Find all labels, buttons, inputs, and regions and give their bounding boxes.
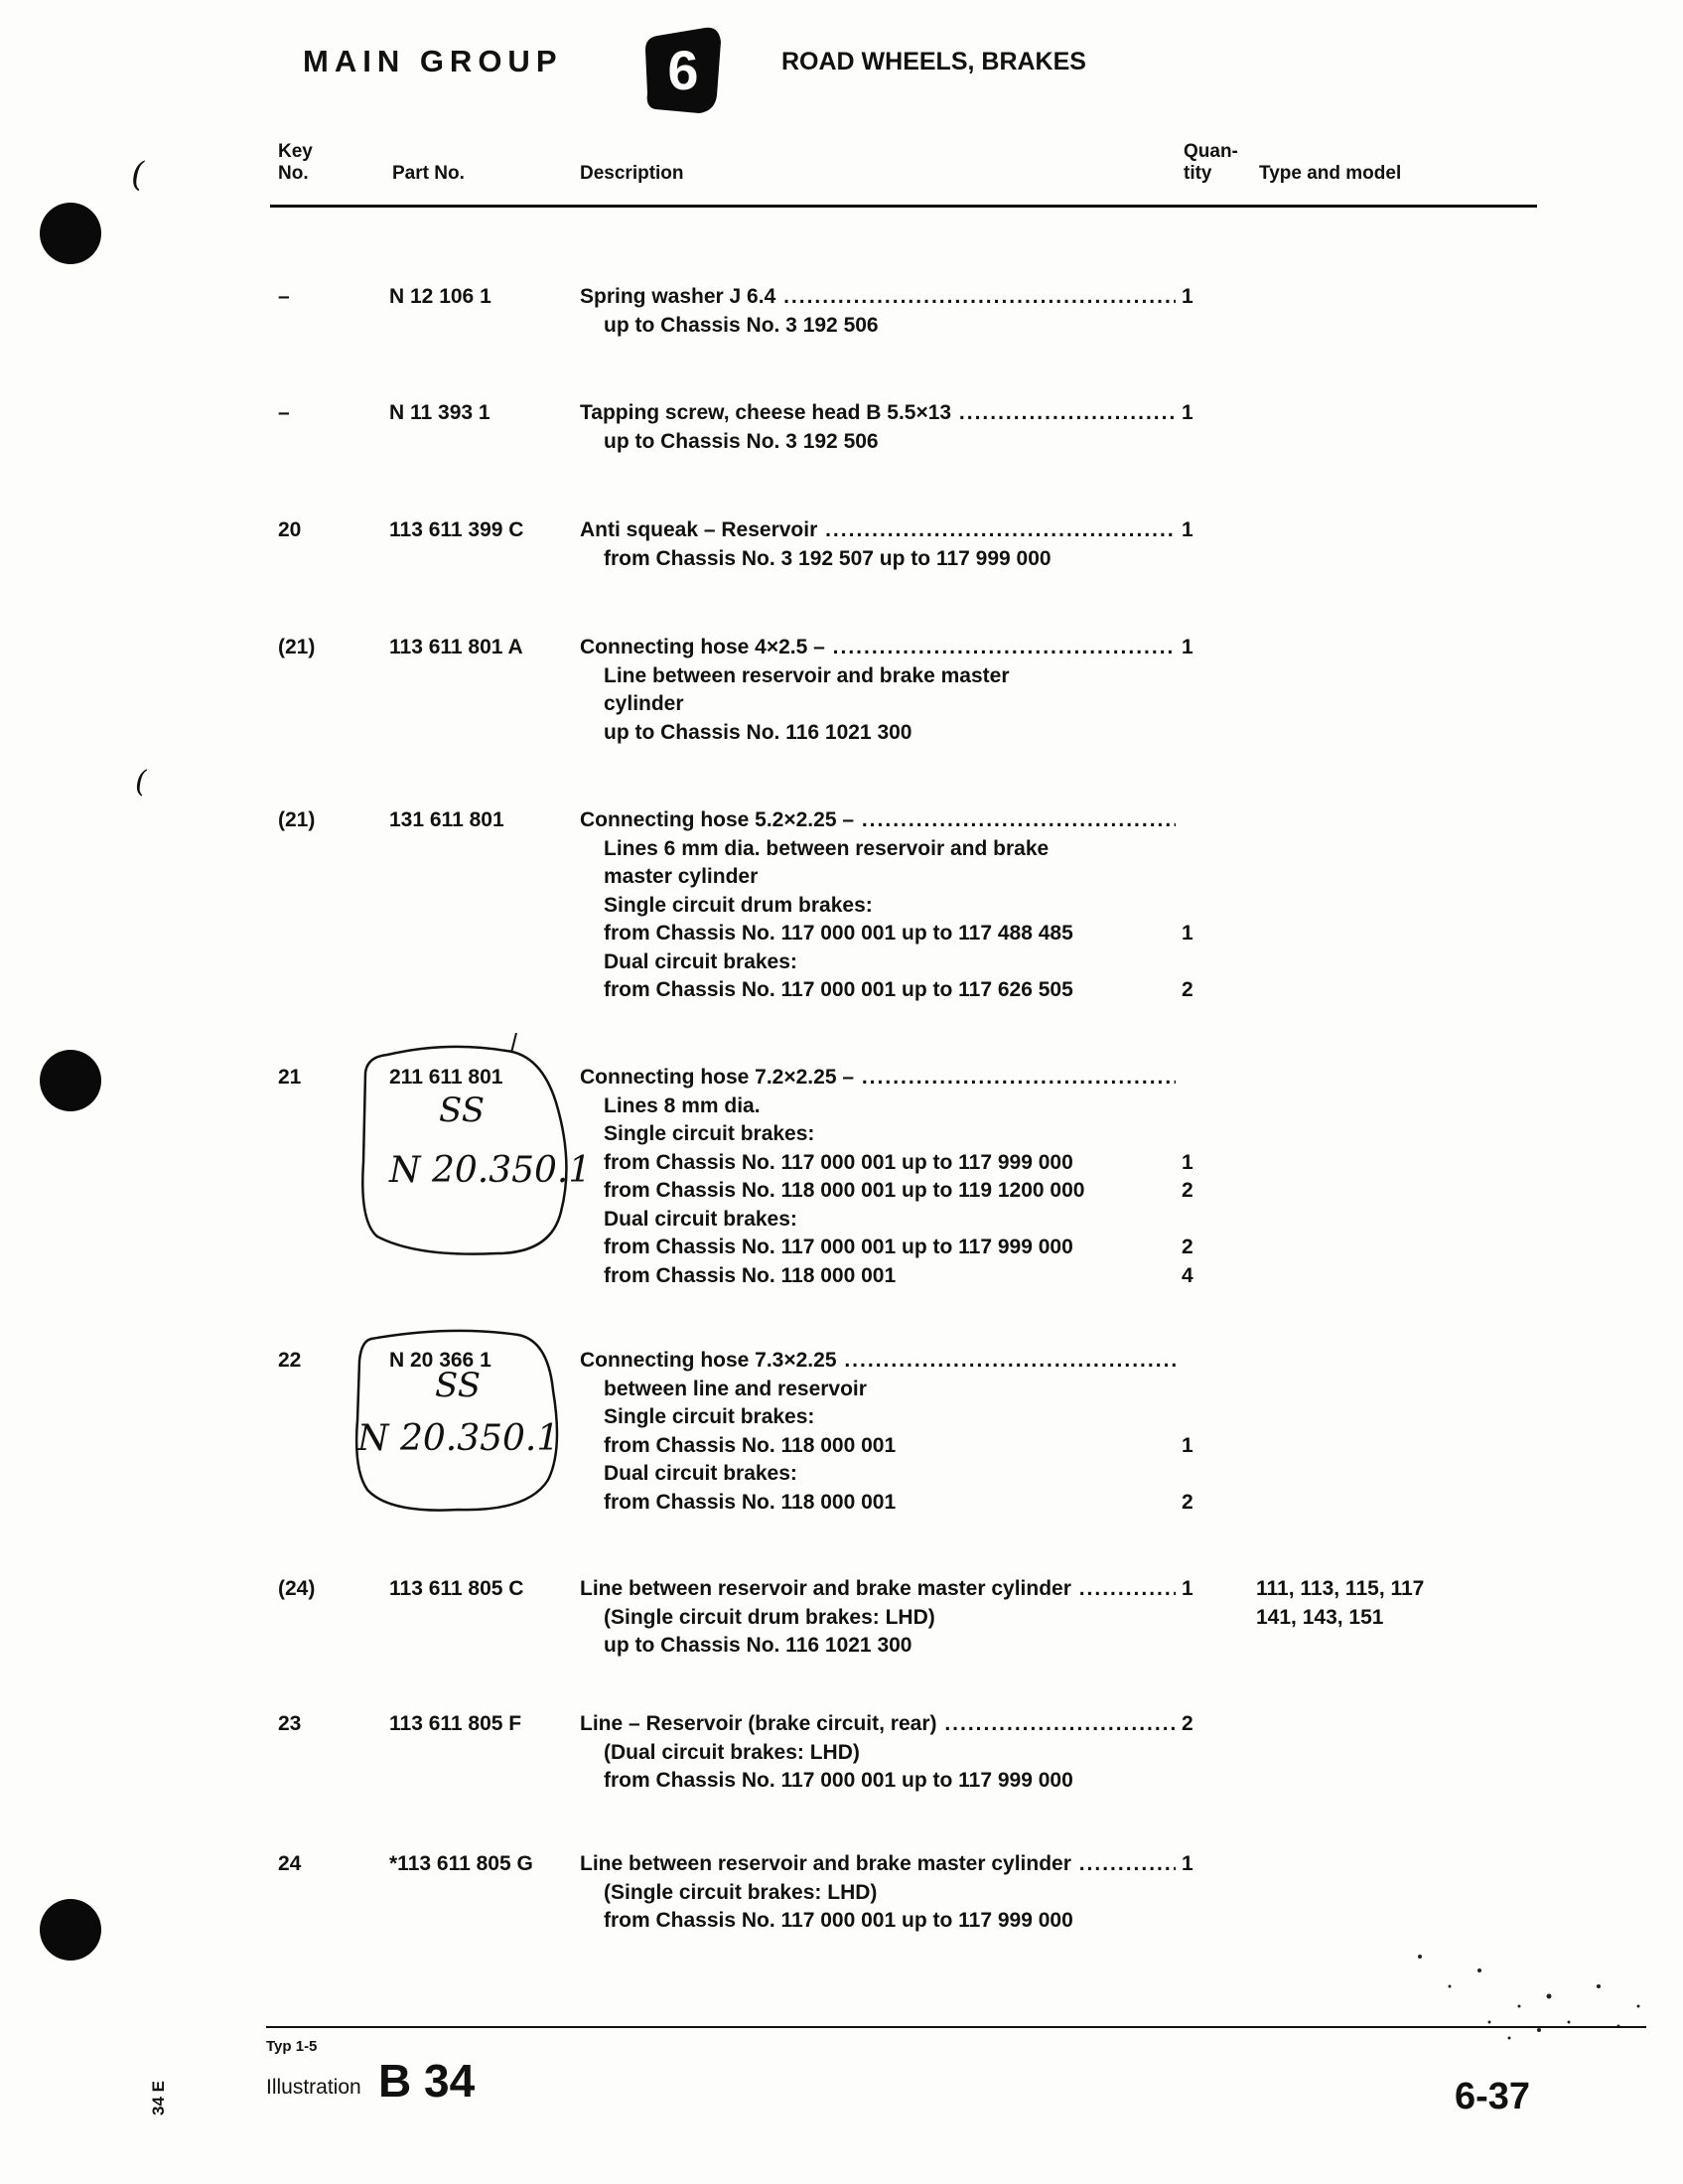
description-detail: from Chassis No. 117 000 001 up to 117 488 485 bbox=[604, 922, 1073, 945]
quantity: 2 bbox=[1182, 1236, 1193, 1258]
description-title: Connecting hose 7.2×2.25 – ..... bbox=[580, 1064, 1176, 1092]
part-number: 131 611 801 bbox=[389, 808, 504, 831]
description-detail: up to Chassis No. 3 192 506 bbox=[604, 313, 879, 337]
description-detail: (Single circuit drum brakes: LHD) bbox=[604, 1605, 935, 1629]
quantity: 1 bbox=[1182, 1150, 1193, 1174]
col-description: Description bbox=[580, 163, 684, 184]
col-key-no-line2: No. bbox=[278, 163, 309, 184]
description bbox=[580, 516, 1176, 573]
main-group-label: MAIN GROUP bbox=[303, 44, 563, 78]
key-number: 24 bbox=[278, 1852, 302, 1875]
footer-divider bbox=[266, 2026, 1646, 2028]
quantity: 1 bbox=[1182, 518, 1193, 541]
group-number-badge bbox=[643, 26, 723, 115]
description-title: Tapping screw, cheese head B 5.5×13 ..... bbox=[580, 399, 1176, 428]
part-number: 113 611 801 A bbox=[389, 636, 523, 658]
group-number: 6 bbox=[667, 39, 699, 101]
description-title: Connecting hose 7.3×2.25 ..... bbox=[580, 1347, 1176, 1376]
page-number: 6-37 bbox=[1455, 2076, 1531, 2117]
quantity: 2 bbox=[1182, 1179, 1193, 1202]
handwritten-note-row-22-line2: N 20.350.1 bbox=[357, 1418, 560, 1459]
description-detail: Single circuit brakes: bbox=[604, 1122, 815, 1145]
description bbox=[580, 806, 1176, 1005]
description-detail: (Dual circuit brakes: LHD) bbox=[604, 1740, 860, 1764]
col-part-no: Part No. bbox=[392, 163, 465, 184]
key-number: – bbox=[278, 401, 290, 424]
description-detail: from Chassis No. 118 000 001 bbox=[604, 1263, 897, 1287]
part-number: N 11 393 1 bbox=[389, 401, 491, 424]
quantity: 2 bbox=[1182, 1490, 1193, 1514]
description-title: Anti squeak – Reservoir ..... bbox=[580, 516, 1176, 545]
key-number: (21) bbox=[278, 636, 316, 658]
description-detail: up to Chassis No. 116 1021 300 bbox=[604, 720, 912, 744]
description-detail: cylinder bbox=[604, 692, 684, 715]
description-detail: Dual circuit brakes: bbox=[604, 1207, 797, 1231]
binder-hole bbox=[40, 1050, 101, 1111]
description-detail: from Chassis No. 3 192 507 up to 117 999 000 bbox=[604, 546, 1052, 570]
part-number: 113 611 805 C bbox=[389, 1577, 524, 1600]
scan-noise bbox=[1390, 1927, 1658, 2056]
description-detail: from Chassis No. 117 000 001 up to 117 999 000 bbox=[604, 1769, 1073, 1792]
key-number: 23 bbox=[278, 1712, 302, 1735]
key-number: 21 bbox=[278, 1066, 302, 1089]
margin-mark: ( bbox=[131, 155, 145, 195]
quantity: 1 bbox=[1182, 285, 1193, 308]
description bbox=[580, 1064, 1176, 1290]
part-number: *113 611 805 G bbox=[389, 1852, 533, 1875]
header-divider bbox=[270, 205, 1537, 208]
quantity: 2 bbox=[1182, 978, 1193, 1001]
description bbox=[580, 1850, 1176, 1936]
description-detail: master cylinder bbox=[604, 865, 759, 888]
description-detail: Lines 8 mm dia. bbox=[604, 1093, 761, 1117]
quantity: 1 bbox=[1182, 1433, 1193, 1457]
description-detail: from Chassis No. 117 000 001 up to 117 999 000 bbox=[604, 1909, 1073, 1932]
description-title: Connecting hose 4×2.5 – ..... bbox=[580, 634, 1176, 662]
description-detail: from Chassis No. 117 000 001 up to 117 626 505 bbox=[604, 978, 1073, 1001]
description bbox=[580, 1710, 1176, 1796]
key-number: 22 bbox=[278, 1349, 302, 1372]
description-detail: from Chassis No. 118 000 001 up to 119 1200 000 bbox=[604, 1179, 1085, 1202]
handwritten-note-row-22-line1: SS bbox=[435, 1366, 481, 1405]
footer-typ: Typ 1-5 bbox=[266, 2038, 318, 2055]
illustration-label: Illustration bbox=[266, 2076, 361, 2099]
description bbox=[580, 634, 1176, 747]
binder-hole bbox=[40, 1899, 101, 1961]
type-model: 141, 143, 151 bbox=[1256, 1605, 1384, 1629]
description-title: Line between reservoir and brake master cylinder ..... bbox=[580, 1850, 1176, 1879]
description-detail: from Chassis No. 117 000 001 up to 117 999 000 bbox=[604, 1236, 1073, 1258]
part-number: 113 611 399 C bbox=[389, 518, 524, 541]
part-number: 211 611 801 bbox=[389, 1066, 503, 1089]
description-detail: from Chassis No. 118 000 001 bbox=[604, 1433, 897, 1457]
col-key-no bbox=[278, 141, 313, 185]
description-title: Connecting hose 5.2×2.25 – ..... bbox=[580, 806, 1176, 835]
description-detail: Single circuit drum brakes: bbox=[604, 893, 873, 917]
quantity: 1 bbox=[1182, 1577, 1193, 1600]
description-detail: Dual circuit brakes: bbox=[604, 1462, 797, 1485]
binder-hole bbox=[40, 203, 101, 264]
description-detail: from Chassis No. 117 000 001 up to 117 999 000 bbox=[604, 1150, 1073, 1174]
col-quantity-line1: Quan- bbox=[1184, 141, 1238, 162]
description bbox=[580, 1575, 1176, 1661]
quantity: 1 bbox=[1182, 636, 1193, 658]
col-type-model: Type and model bbox=[1259, 163, 1402, 184]
quantity: 1 bbox=[1182, 922, 1193, 945]
key-number: (24) bbox=[278, 1577, 316, 1600]
description-detail: Line between reservoir and brake master bbox=[604, 663, 1010, 687]
description-detail: Single circuit brakes: bbox=[604, 1405, 815, 1428]
margin-mark: ( bbox=[135, 765, 147, 800]
description bbox=[580, 1347, 1176, 1517]
handwritten-circle-row-21 bbox=[357, 1033, 576, 1261]
description-detail: between line and reservoir bbox=[604, 1377, 867, 1400]
description-detail: Lines 6 mm dia. between reservoir and brake bbox=[604, 836, 1050, 860]
side-code: 34 E bbox=[149, 2081, 168, 2115]
quantity: 1 bbox=[1182, 401, 1193, 424]
description bbox=[580, 283, 1176, 340]
part-number: 113 611 805 F bbox=[389, 1712, 522, 1735]
handwritten-note-row-21-line1: SS bbox=[439, 1091, 485, 1130]
col-quantity-line2: tity bbox=[1184, 163, 1212, 184]
description-title: Spring washer J 6.4 ..... bbox=[580, 283, 1176, 312]
key-number: 20 bbox=[278, 518, 302, 541]
key-number: (21) bbox=[278, 808, 316, 831]
quantity: 4 bbox=[1182, 1263, 1193, 1287]
description-detail: from Chassis No. 118 000 001 bbox=[604, 1490, 897, 1514]
description-detail: up to Chassis No. 3 192 506 bbox=[604, 429, 879, 453]
type-model: 111, 113, 115, 117 bbox=[1256, 1577, 1425, 1600]
illustration-code: B 34 bbox=[378, 2055, 476, 2107]
group-title: ROAD WHEELS, BRAKES bbox=[781, 48, 1086, 75]
description-detail: (Single circuit brakes: LHD) bbox=[604, 1880, 878, 1904]
description-title: Line – Reservoir (brake circuit, rear) ..... bbox=[580, 1710, 1176, 1739]
part-number: N 12 106 1 bbox=[389, 285, 491, 308]
col-key-no-line1: Key bbox=[278, 141, 313, 162]
part-number: N 20 366 1 bbox=[389, 1349, 491, 1372]
description-detail: Dual circuit brakes: bbox=[604, 949, 797, 973]
col-quantity bbox=[1184, 141, 1238, 185]
quantity: 1 bbox=[1182, 1852, 1193, 1875]
quantity: 2 bbox=[1182, 1712, 1193, 1735]
handwritten-note-row-21-line2: N 20.350.1 bbox=[389, 1150, 592, 1191]
description-title: Line between reservoir and brake master cylinder ..... bbox=[580, 1575, 1176, 1604]
key-number: – bbox=[278, 285, 290, 308]
description-detail: up to Chassis No. 116 1021 300 bbox=[604, 1634, 912, 1657]
description bbox=[580, 399, 1176, 456]
